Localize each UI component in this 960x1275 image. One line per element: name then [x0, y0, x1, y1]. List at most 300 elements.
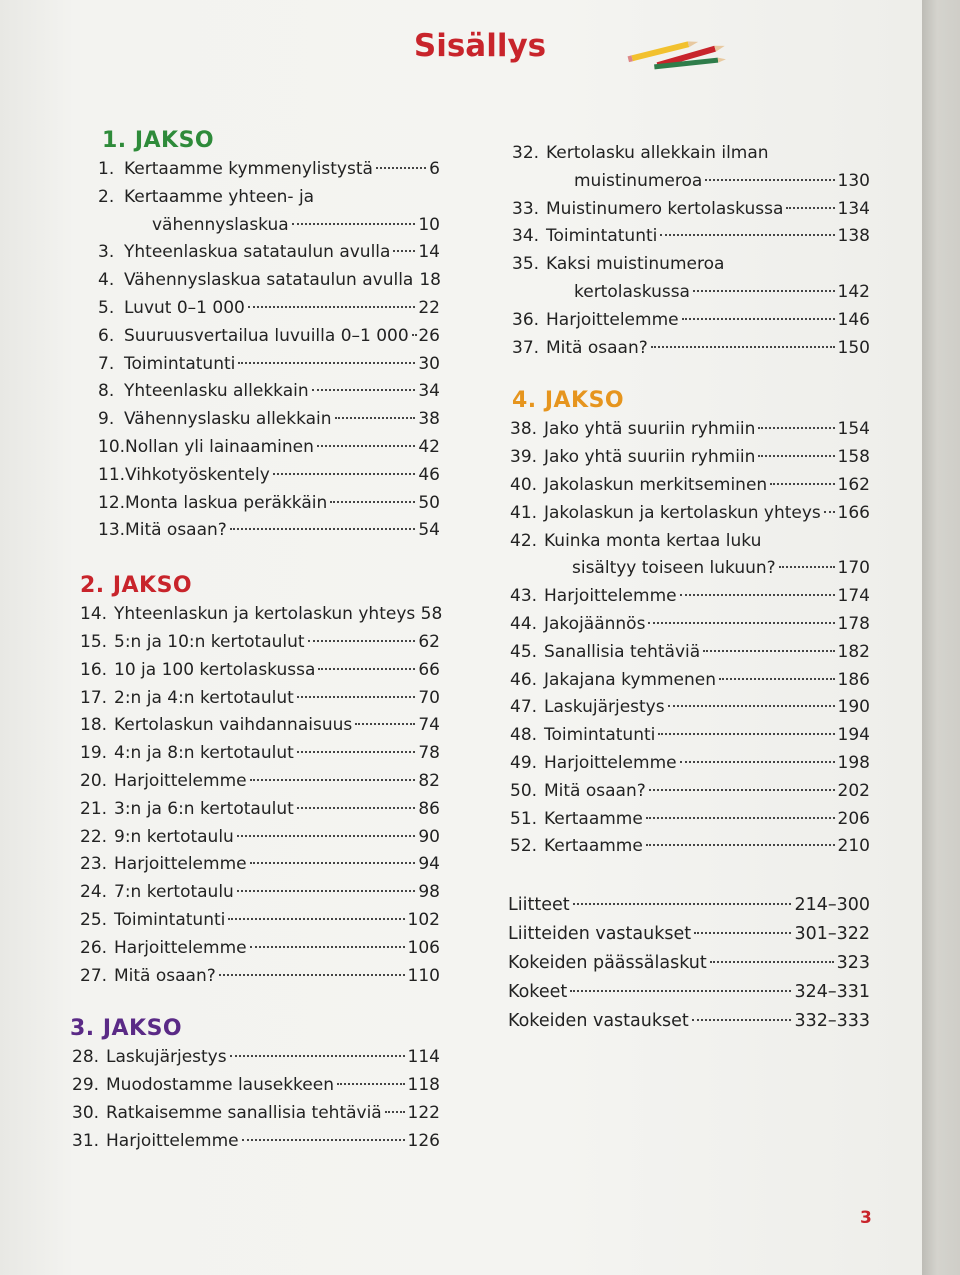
toc-right-column [508, 140, 870, 1036]
entry-number: 24. [80, 882, 108, 903]
dot-leader [297, 807, 416, 809]
entry-number: 6. [98, 325, 115, 346]
entry-title: 4:n ja 8:n kertotaulut [114, 743, 294, 764]
entry-number: 50. [510, 780, 538, 801]
toc-entry [512, 335, 870, 363]
toc-entry [512, 251, 870, 279]
dot-leader [694, 932, 791, 934]
toc-entry [98, 184, 440, 212]
entry-page: 62 [418, 631, 440, 652]
toc-entry [80, 712, 440, 740]
entry-page: 66 [418, 659, 440, 680]
entry-number: 4. [98, 270, 115, 291]
section-heading-jakso-3: 3. JAKSO [70, 1016, 183, 1042]
entry-page: 70 [418, 687, 440, 708]
entry-page: 190 [837, 697, 870, 718]
dot-leader [680, 594, 835, 596]
dot-leader [219, 974, 405, 976]
toc-entry [98, 239, 440, 267]
dot-leader [648, 622, 834, 624]
entry-number: 38. [510, 419, 538, 440]
dot-leader [692, 1019, 792, 1021]
entry-page: 22 [418, 297, 440, 318]
entry-title: Kertolaskun vaihdannaisuus [114, 715, 353, 736]
dot-leader [228, 918, 404, 920]
entry-title: Laskujärjestys [106, 1047, 227, 1068]
dot-leader [824, 511, 835, 513]
page-title: Sisällys [413, 28, 547, 64]
toc-entry [98, 517, 440, 545]
entry-title: Harjoittelemme [544, 586, 677, 607]
toc-entry [80, 740, 440, 768]
entry-number: 33. [512, 198, 540, 219]
toc-entry [510, 833, 870, 861]
toc-entry [510, 528, 870, 556]
entry-title: Vähennyslasku allekkain [124, 409, 332, 430]
entry-title: Muistinumero kertolaskussa [546, 198, 784, 219]
entry-title: kertolaskussa [574, 281, 690, 302]
dot-leader [705, 179, 834, 181]
entry-title: Toimintatunti [546, 226, 658, 247]
entry-number: 20. [80, 770, 108, 791]
entry-title: Nollan yli lainaaminen [125, 436, 314, 457]
entry-page: 210 [837, 836, 870, 857]
toc-entry [80, 685, 440, 713]
entry-page: 154 [837, 419, 870, 440]
entry-page: 30 [418, 353, 440, 374]
entry-number: 13. [98, 520, 126, 541]
dot-leader [758, 455, 834, 457]
entry-page: 94 [418, 854, 440, 875]
entry-number: 5. [98, 297, 115, 318]
entry-number: 42. [510, 530, 538, 551]
entry-number: 39. [510, 447, 538, 468]
appendix-list [508, 891, 870, 1036]
appendix-page: 301–322 [794, 924, 870, 945]
entry-number: 44. [510, 613, 538, 634]
dot-leader [292, 223, 416, 225]
toc-entry [512, 307, 870, 335]
entry-title: Ratkaisemme sanallisia tehtäviä [106, 1102, 382, 1123]
toc-entry [80, 601, 443, 629]
toc-entry [510, 472, 870, 500]
entry-number: 21. [80, 798, 108, 819]
toc-entry [98, 156, 440, 184]
toc-entry [80, 935, 440, 963]
entry-number: 32. [512, 143, 540, 163]
appendix-page: 332–333 [794, 1011, 870, 1032]
toc-entry [98, 406, 440, 434]
toc-entry [510, 611, 870, 639]
entry-title: muistinumeroa [574, 170, 703, 191]
toc-entry [80, 851, 440, 879]
dot-leader [393, 250, 415, 252]
toc-entry [80, 963, 440, 991]
entry-title: Jakojäännös [544, 613, 646, 634]
dot-leader [242, 1139, 405, 1141]
entry-page: 198 [837, 752, 870, 773]
entry-page: 122 [407, 1102, 440, 1123]
toc-entry [72, 1100, 440, 1128]
entry-title: Yhteenlasku allekkain [124, 381, 309, 402]
entry-title: 7:n kertotaulu [114, 882, 234, 903]
appendix-title: Kokeiden päässälaskut [508, 953, 707, 974]
entry-page: 26 [418, 325, 440, 346]
dot-leader [646, 844, 835, 846]
entry-number: 43. [510, 586, 538, 607]
toc-entry [510, 722, 870, 750]
section-entries-jakso-3-continued [512, 140, 870, 362]
toc-entry [510, 806, 870, 834]
entry-page: 174 [837, 586, 870, 607]
entry-number: 18. [80, 715, 108, 736]
appendix-page: 324–331 [794, 982, 870, 1003]
dot-leader [230, 528, 416, 530]
dot-leader [250, 946, 405, 948]
entry-page: 138 [837, 226, 870, 247]
toc-entry [510, 583, 870, 611]
dot-leader [660, 234, 834, 236]
entry-page: 90 [418, 826, 440, 847]
entry-number: 40. [510, 474, 538, 495]
entry-number: 35. [512, 254, 540, 275]
toc-entry [512, 196, 870, 224]
entry-page: 82 [418, 770, 440, 791]
entry-page: 18 [419, 270, 441, 291]
entry-page: 38 [418, 409, 440, 430]
entry-title: Toimintatunti [114, 909, 226, 930]
entry-page: 126 [407, 1130, 440, 1151]
toc-entry [512, 279, 870, 307]
entry-title: Vähennyslaskua satataulun avulla [124, 270, 414, 291]
entry-page: 186 [837, 669, 870, 690]
entry-title: 5:n ja 10:n kertotaulut [114, 631, 305, 652]
entry-title: Harjoittelemme [114, 937, 247, 958]
entry-number: 1. [98, 159, 115, 179]
entry-title: Jakolaskun ja kertolaskun yhteys [544, 502, 821, 523]
section-heading-jakso-1: 1. JAKSO [102, 128, 215, 153]
toc-entry [98, 295, 440, 323]
entry-title: Kertaamme [544, 836, 643, 857]
dot-leader [335, 417, 416, 419]
toc-entry [80, 824, 440, 852]
entry-title: Sanallisia tehtäviä [544, 641, 701, 662]
entry-number: 25. [80, 909, 108, 930]
entry-number: 7. [98, 353, 115, 374]
toc-entry [98, 490, 440, 518]
entry-number: 26. [80, 937, 108, 958]
entry-title: Kertaamme [544, 808, 643, 829]
toc-entry [510, 416, 870, 444]
entry-page: 110 [407, 965, 440, 986]
entry-page: 134 [837, 198, 870, 219]
entry-title: Mitä osaan? [114, 965, 216, 986]
entry-number: 3. [98, 242, 115, 263]
dot-leader [355, 723, 415, 725]
toc-entry [80, 796, 440, 824]
appendix-entry [508, 1007, 870, 1036]
entry-title: sisältyy toiseen lukuun? [572, 558, 776, 579]
entry-title: Kertaamme yhteen- ja [124, 186, 315, 207]
toc-entry [512, 140, 870, 168]
entry-number: 23. [80, 854, 108, 875]
entry-title: 3:n ja 6:n kertotaulut [114, 798, 294, 819]
entry-page: 46 [418, 464, 440, 485]
entry-number: 11. [98, 464, 126, 485]
dot-leader [297, 696, 416, 698]
entry-number: 41. [510, 502, 538, 523]
entry-page: 102 [407, 909, 440, 930]
entry-page: 150 [837, 337, 870, 358]
entry-page: 106 [407, 937, 440, 958]
entry-page: 130 [837, 170, 870, 191]
entry-page: 206 [837, 808, 870, 829]
dot-leader [779, 566, 835, 568]
dot-leader [385, 1111, 405, 1113]
dot-leader [330, 501, 415, 503]
entry-title: Mitä osaan? [544, 780, 646, 801]
entry-page: 158 [837, 447, 870, 468]
toc-entry [510, 694, 870, 722]
dot-leader [649, 789, 835, 791]
dot-leader [703, 650, 834, 652]
entry-title: Luvut 0–1 000 [124, 297, 245, 318]
entry-title: Vihkotyöskentely [125, 464, 270, 485]
entry-page: 78 [418, 743, 440, 764]
dot-leader [238, 362, 415, 364]
dot-leader [273, 473, 416, 475]
entry-title: Jakolaskun merkitseminen [544, 474, 768, 495]
entry-title: Yhteenlaskun ja kertolaskun yhteys 58 [114, 604, 443, 625]
appendix-title: Kokeiden vastaukset [508, 1011, 689, 1032]
dot-leader [786, 207, 834, 209]
dot-leader [248, 306, 416, 308]
dot-leader [308, 640, 416, 642]
toc-entry [80, 629, 440, 657]
appendix-title: Liitteet [508, 895, 570, 916]
toc-entry [98, 323, 440, 351]
dot-leader [337, 1083, 405, 1085]
entry-page: 14 [418, 242, 440, 263]
dot-leader [710, 961, 834, 963]
entry-page: 6 [429, 159, 440, 179]
entry-title: Mitä osaan? [546, 337, 648, 358]
entry-number: 49. [510, 752, 538, 773]
entry-page: 182 [837, 641, 870, 662]
entry-page: 202 [837, 780, 870, 801]
appendix-entry [508, 949, 870, 978]
dot-leader [230, 1055, 405, 1057]
dot-leader [376, 167, 426, 169]
appendix-entry [508, 920, 870, 949]
appendix-entry [508, 978, 870, 1007]
dot-leader [297, 751, 416, 753]
page-number: 3 [860, 1208, 872, 1228]
appendix-title: Kokeet [508, 982, 568, 1003]
entry-number: 45. [510, 641, 538, 662]
entry-page: 74 [418, 715, 440, 736]
entry-title: Harjoittelemme [106, 1130, 239, 1151]
section-entries-jakso-3 [72, 1044, 440, 1155]
section-entries-jakso-2 [80, 601, 443, 990]
entry-title: Laskujärjestys [544, 697, 665, 718]
dot-leader [250, 862, 416, 864]
entry-page: 42 [418, 436, 440, 457]
entry-page: 86 [418, 798, 440, 819]
section-entries-jakso-1 [98, 156, 440, 545]
toc-entry [510, 667, 870, 695]
section-heading-jakso-4: 4. JAKSO [512, 388, 625, 414]
appendix-page: 323 [836, 953, 870, 974]
entry-page: 178 [837, 613, 870, 634]
entry-page: 146 [837, 309, 870, 330]
entry-page: 34 [418, 381, 440, 402]
entry-number: 8. [98, 381, 115, 402]
entry-number: 36. [512, 309, 540, 330]
entry-number: 17. [80, 687, 108, 708]
entry-title: Yhteenlaskua satataulun avulla [124, 242, 391, 263]
entry-number: 9. [98, 409, 115, 430]
entry-page: 114 [407, 1047, 440, 1068]
entry-title: Muodostamme lausekkeen [106, 1075, 334, 1096]
entry-number: 2. [98, 186, 115, 207]
entry-title: Suuruusvertailua luvuilla 0–1 000 [124, 325, 409, 346]
dot-leader [570, 990, 791, 992]
toc-entry [512, 223, 870, 251]
entry-number: 19. [80, 743, 108, 764]
dot-leader [758, 427, 834, 429]
appendix-entry [508, 891, 870, 920]
toc-entry [72, 1044, 440, 1072]
dot-leader [682, 318, 835, 320]
pencils-icon [626, 34, 730, 70]
entry-page: 118 [407, 1075, 440, 1096]
entry-title: Harjoittelemme [114, 854, 247, 875]
dot-leader [658, 733, 834, 735]
entry-number: 16. [80, 659, 108, 680]
entry-number: 51. [510, 808, 538, 829]
toc-entry [98, 434, 440, 462]
dot-leader [770, 483, 834, 485]
dot-leader [646, 817, 835, 819]
entry-number: 30. [72, 1102, 100, 1123]
entry-number: 27. [80, 965, 108, 986]
entry-title: Kuinka monta kertaa luku [544, 530, 762, 551]
dot-leader [237, 835, 416, 837]
toc-entry [80, 768, 440, 796]
entry-title: Kertolasku allekkain ilman [546, 143, 769, 163]
entry-page: 194 [837, 725, 870, 746]
toc-entry [510, 555, 870, 583]
entry-title: 2:n ja 4:n kertotaulut [114, 687, 294, 708]
entry-title: Harjoittelemme [114, 770, 247, 791]
entry-page: 10 [418, 214, 440, 235]
dot-leader [312, 389, 416, 391]
entry-title: Jakajana kymmenen [544, 669, 717, 690]
entry-number: 29. [72, 1075, 100, 1096]
entry-title: Toimintatunti [544, 725, 656, 746]
entry-number: 34. [512, 226, 540, 247]
entry-number: 28. [72, 1047, 100, 1068]
toc-entry [80, 879, 440, 907]
toc-entry [98, 267, 440, 295]
entry-number: 47. [510, 697, 538, 718]
toc-entry [98, 378, 440, 406]
toc-entry [510, 639, 870, 667]
entry-page: 142 [837, 281, 870, 302]
dot-leader [680, 761, 835, 763]
dot-leader [318, 668, 415, 670]
entry-page: 170 [837, 558, 870, 579]
entry-page: 166 [837, 502, 870, 523]
toc-entry [510, 500, 870, 528]
entry-page: 162 [837, 474, 870, 495]
entry-number: 31. [72, 1130, 100, 1151]
dot-leader [317, 445, 415, 447]
entry-number: 52. [510, 836, 538, 857]
entry-title: Mitä osaan? [125, 520, 227, 541]
entry-number: 12. [98, 492, 126, 513]
toc-entry [98, 212, 440, 240]
entry-title: 10 ja 100 kertolaskussa [114, 659, 316, 680]
entry-title: Harjoittelemme [544, 752, 677, 773]
dot-leader [412, 334, 416, 336]
dot-leader [719, 678, 835, 680]
page-edge [922, 0, 960, 1275]
dot-leader [573, 903, 792, 905]
dot-leader [237, 890, 416, 892]
entry-title: Monta laskua peräkkäin [125, 492, 328, 513]
toc-entry [510, 778, 870, 806]
toc-entry [80, 657, 440, 685]
toc-entry [98, 462, 440, 490]
entry-number: 46. [510, 669, 538, 690]
entry-number: 14. [80, 604, 108, 625]
entry-page: 54 [418, 520, 440, 541]
entry-number: 15. [80, 631, 108, 652]
toc-entry [72, 1072, 440, 1100]
entry-number: 37. [512, 337, 540, 358]
toc-entry [80, 907, 440, 935]
appendix-page: 214–300 [794, 895, 870, 916]
entry-title: vähennyslaskua [152, 214, 289, 235]
entry-number: 22. [80, 826, 108, 847]
section-heading-jakso-2: 2. JAKSO [80, 573, 193, 599]
entry-page: 50 [418, 492, 440, 513]
toc-entry [72, 1128, 440, 1156]
dot-leader [693, 290, 835, 292]
section-entries-jakso-4 [510, 416, 870, 861]
dot-leader [651, 346, 835, 348]
entry-title: 9:n kertotaulu [114, 826, 234, 847]
entry-title: Harjoittelemme [546, 309, 679, 330]
dot-leader [250, 779, 416, 781]
entry-title: Jako yhtä suuriin ryhmiin [544, 447, 756, 468]
entry-title: Kertaamme kymmenylistystä [124, 159, 373, 179]
toc-left-column [70, 126, 443, 1156]
toc-entry [510, 444, 870, 472]
entry-title: Jako yhtä suuriin ryhmiin [544, 419, 756, 440]
toc-entry [98, 351, 440, 379]
toc-entry [510, 750, 870, 778]
entry-title: Toimintatunti [124, 353, 236, 374]
toc-entry [512, 168, 870, 196]
appendix-title: Liitteiden vastaukset [508, 924, 692, 945]
entry-number: 48. [510, 725, 538, 746]
dot-leader [668, 705, 835, 707]
entry-page: 98 [418, 882, 440, 903]
entry-title: Kaksi muistinumeroa [546, 254, 725, 275]
